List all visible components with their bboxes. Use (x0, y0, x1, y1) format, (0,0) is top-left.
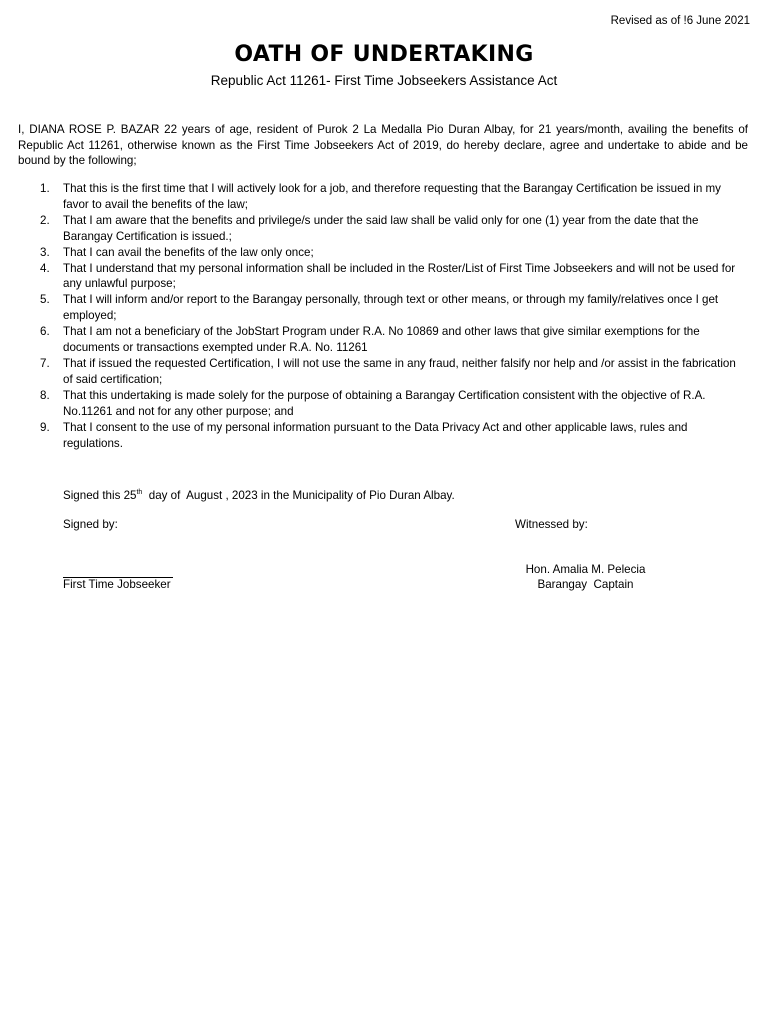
witness-name: Hon. Amalia M. Pelecia (525, 563, 646, 576)
list-item-number: 7. (40, 356, 50, 370)
list-item-text: That I can avail the benefits of the law only once; (63, 245, 314, 259)
list-item (18, 261, 748, 293)
list-item-number: 4. (40, 261, 50, 275)
intro-paragraph: I, DIANA ROSE P. BAZAR 22 years of age, resident of Purok 2 La Medalla Pio Duran Albay, for 21 years/month, availing the benefits of Republic Act 11261, otherwise known as the First Time Jobseekers Act of 2019, do hereby declare, agree and undertake to abide and be bound by the following; (18, 123, 748, 167)
list-item-text: That I will inform and/or report to the Barangay personally, through text or other means, or through my family/relatives once I get employed; (63, 293, 719, 323)
list-item-text: That I consent to the use of my personal information pursuant to the Data Privacy Act and other applicable laws, rules and regulations. (63, 420, 688, 450)
list-item-number: 9. (40, 420, 50, 434)
undertaking-list (18, 181, 748, 451)
witness-title: Barangay Captain (537, 577, 634, 591)
list-item (18, 181, 748, 213)
list-item (18, 245, 748, 261)
document-subtitle: Republic Act 11261- First Time Jobseekers Assistance Act (210, 73, 558, 88)
signed-date-line (63, 489, 455, 502)
jobseeker-label: First Time Jobseeker (63, 578, 171, 591)
list-item-text: That this is the first time that I will actively look for a job, and therefore requesting that the Barangay Certification be issued in my favor to avail the benefits of the law; (63, 182, 721, 211)
list-item (18, 356, 748, 388)
list-item (18, 420, 748, 452)
witness-signature-block (508, 563, 663, 592)
list-item-text: That I understand that my personal information shall be included in the Roster/List of First Time Jobseekers and will not be used for any unlawful purpose; (63, 261, 736, 291)
list-item-number: 3. (40, 245, 50, 259)
witnessed-by-label: Witnessed by: (515, 518, 588, 531)
list-item-text: That this undertaking is made solely for the purpose of obtaining a Barangay Certification consistent with the objective of R.A. No.11261 and not for any other purpose; and (63, 388, 706, 418)
list-item-number: 8. (40, 388, 50, 402)
signed-suffix: day of August , 2023 in the Municipality of Pio Duran Albay. (142, 489, 455, 502)
list-item-number: 5. (40, 293, 50, 307)
list-item-text: That I am aware that the benefits and privilege/s under the said law shall be valid only for one (1) year from the date that the Barangay Certification is issued.; (63, 213, 699, 243)
list-item (18, 324, 748, 356)
list-item-number: 2. (40, 213, 50, 227)
list-item (18, 292, 748, 324)
list-item (18, 388, 748, 420)
list-item-text: That if issued the requested Certification, I will not use the same in any fraud, neither falsify nor help and /or assist in the fabrication of said certification; (63, 356, 736, 386)
list-item-number: 1. (40, 182, 50, 195)
jobseeker-signature-block (63, 563, 173, 593)
signed-by-label: Signed by: (63, 518, 118, 531)
list-item-text: That I am not a beneficiary of the JobStart Program under R.A. No 10869 and other laws that give similar exemptions for the documents or transactions exempted under R.A. No. 11261 (63, 325, 700, 355)
signed-prefix: Signed this 25 (63, 489, 137, 502)
signed-ordinal: th (136, 489, 143, 496)
list-item (18, 213, 748, 245)
document-title: OATH OF UNDERTAKING (234, 42, 534, 67)
list-item-number: 6. (40, 325, 50, 339)
revision-note: Revised as of !6 June 2021 (610, 15, 750, 27)
signature-line (63, 563, 173, 578)
